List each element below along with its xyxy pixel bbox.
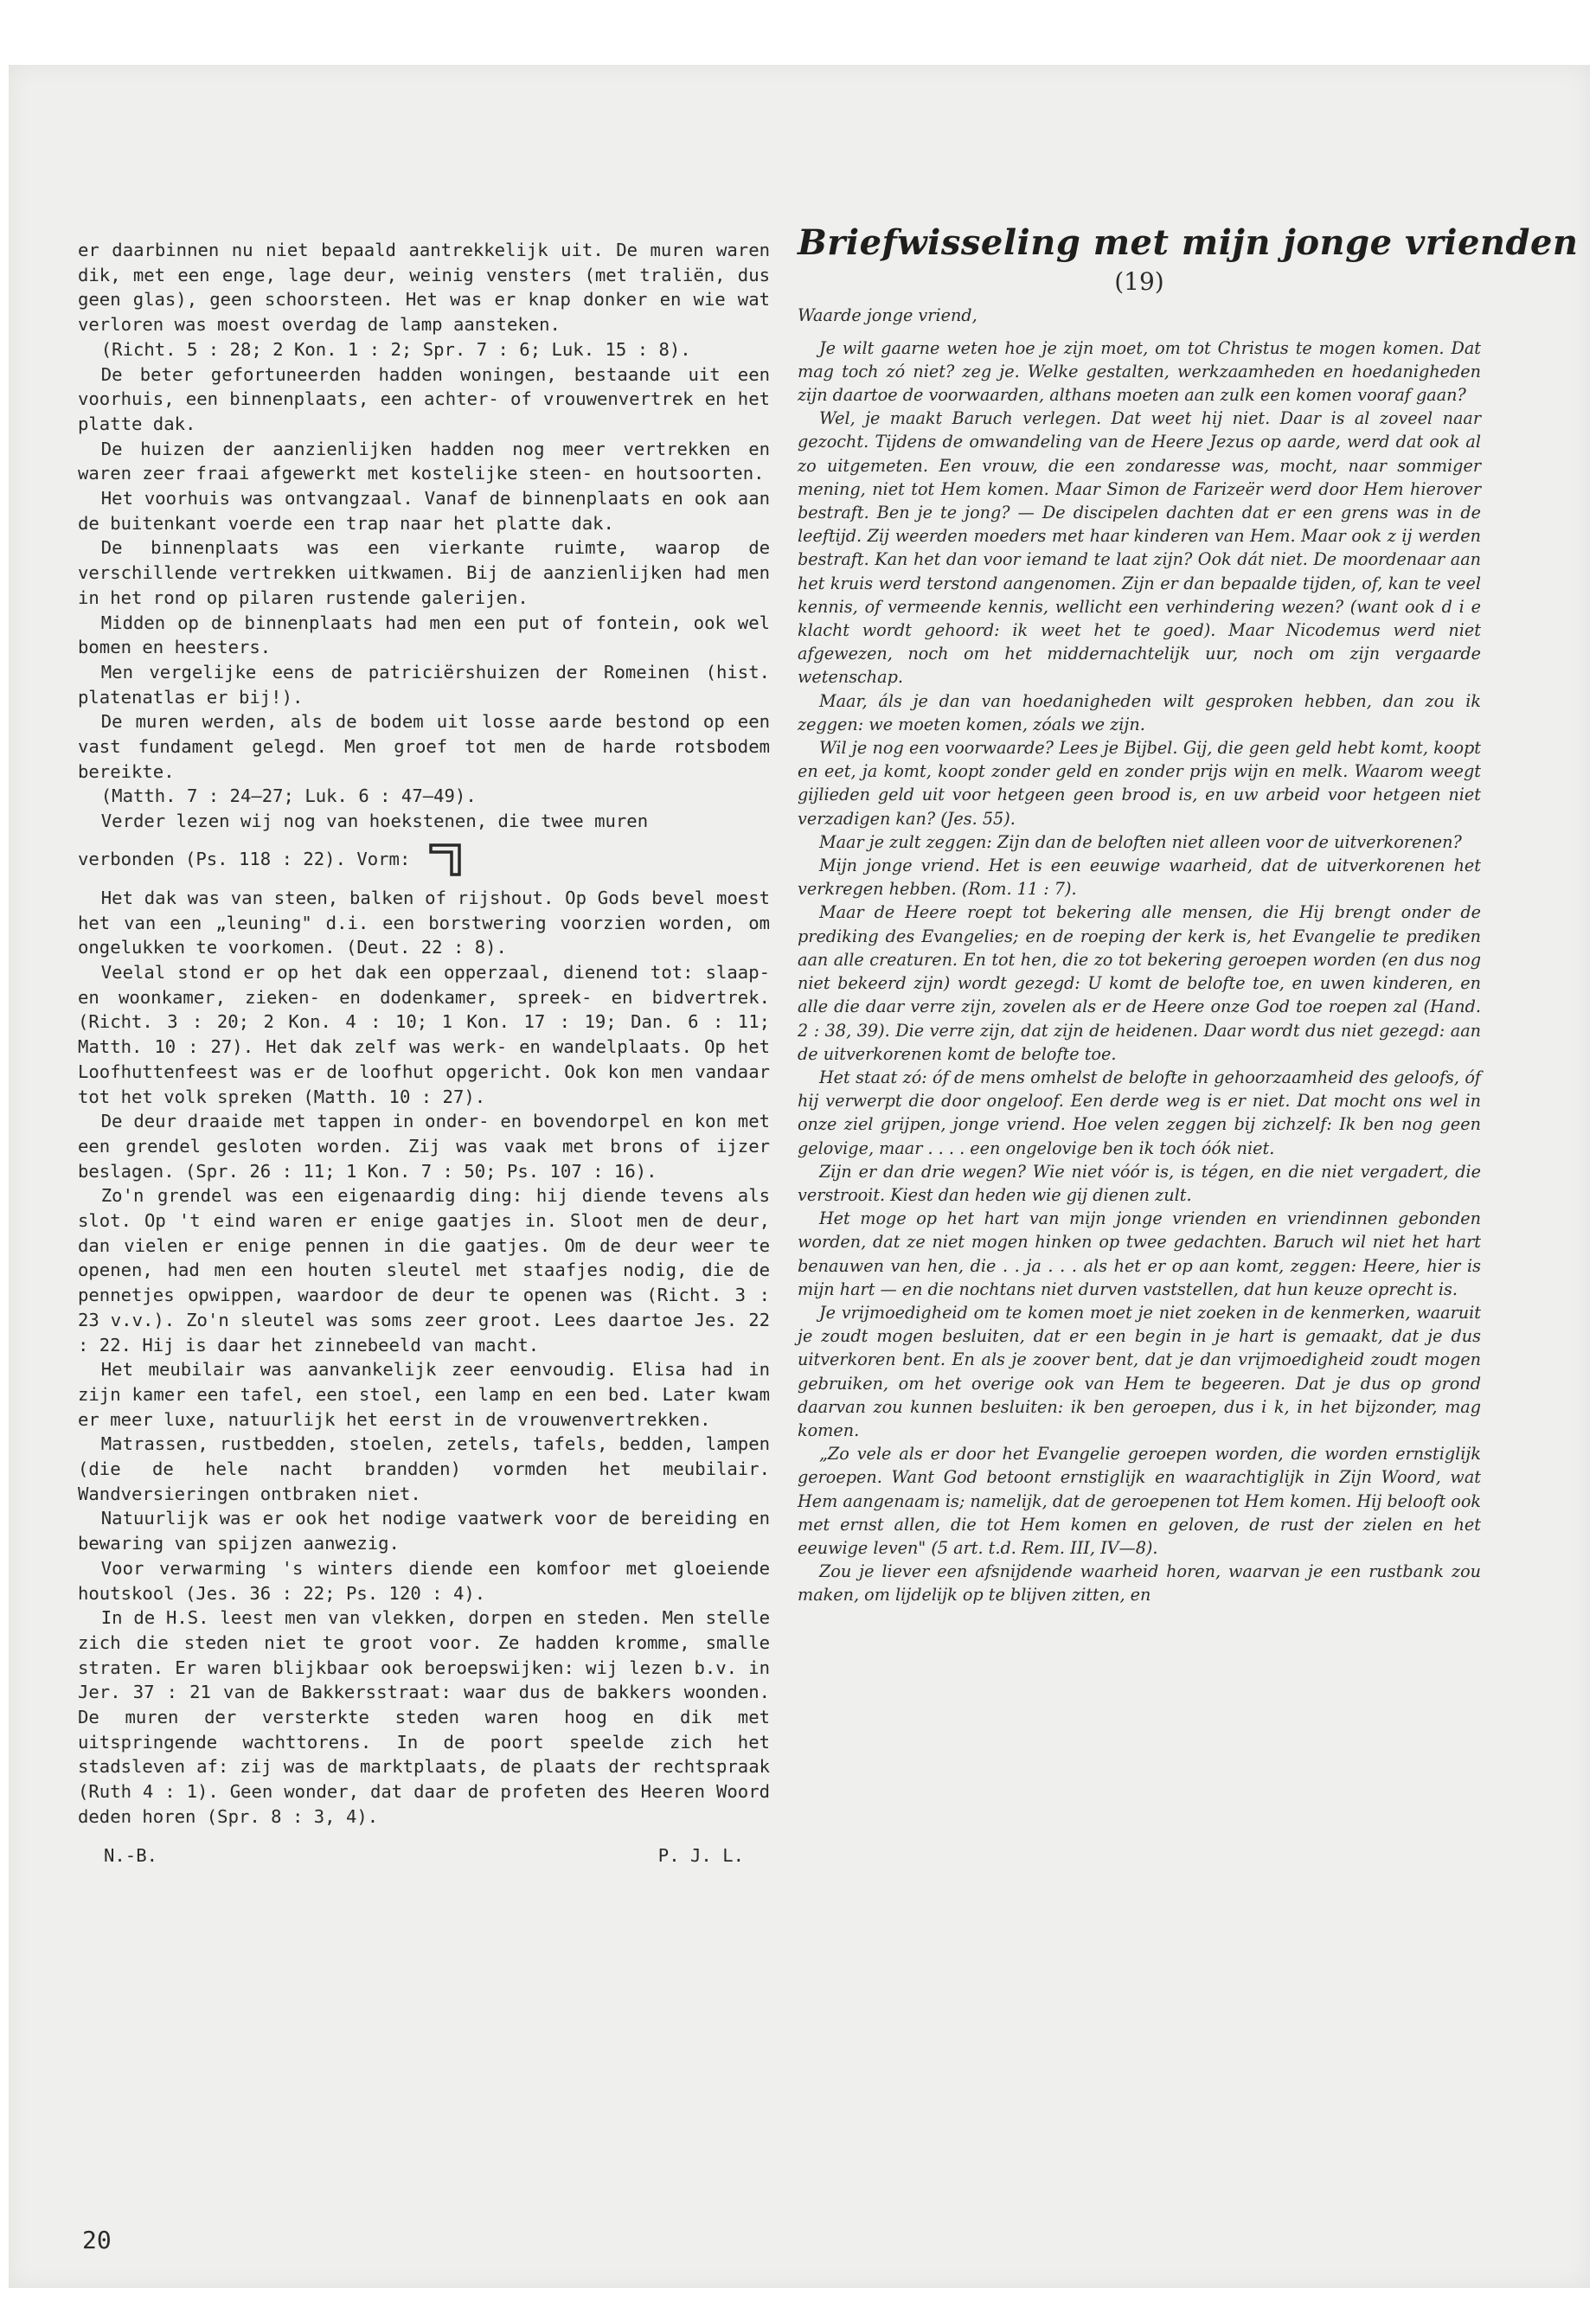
- right-paragraph: Het staat zó: óf de mens omhelst de belofte in gehoorzaamheid des geloofs, óf hij verwerpt die door ongeloof. Een derde weg is er niet. Dat mocht ons wel in onze ziel grijpen, jonge vriend. Hoe velen zeggen bij zichzelf: Ik ben nog geen gelovige, maar . . . . een ongelovige ben ik toch óók niet.: [798, 1067, 1481, 1158]
- vorm-text: verbonden (Ps. 118 : 22). Vorm:: [78, 848, 411, 869]
- left-paragraph: De deur draaide met tappen in onder- en bovendorpel en kon met een grendel gesloten worden. Zij was vaak met brons of ijzer beslagen. (Spr. 26 : 11; 1 Kon. 7 : 50; Ps. 107 : 16).: [78, 1111, 770, 1182]
- left-paragraph: De beter gefortuneerden hadden woningen, bestaande uit een voorhuis, een binnenplaats, een achter- of vrouwenvertrek en het platte dak.: [78, 363, 770, 434]
- vorm-line: [78, 843, 770, 877]
- right-paragraph: Zou je liever een afsnijdende waarheid horen, waarvan je een rustbank zou maken, om lijdelijk op te blijven zitten, en: [798, 1561, 1481, 1606]
- cornerstone-shape-icon: [428, 843, 463, 877]
- left-paragraph: Het meubilair was aanvankelijk zeer eenvoudig. Elisa had in zijn kamer een tafel, een stoel, een lamp en een bed. Later kwam er meer luxe, natuurlijk het eerst in de vrouwenvertrekken.: [78, 1359, 770, 1430]
- magazine-page: [9, 65, 1590, 2288]
- salutation: Waarde jonge vriend,: [798, 305, 977, 326]
- page-number: 20: [82, 2226, 112, 2254]
- left-paragraph: Het voorhuis was ontvangzaal. Vanaf de binnenplaats en ook aan de buitenkant voerde een trap naar het platte dak.: [78, 488, 770, 534]
- left-column: [78, 238, 770, 1868]
- article-heading: Briefwisseling met mijn jonge vrienden: [798, 222, 1579, 263]
- right-paragraph: Mijn jonge vriend. Het is een eeuwige waarheid, dat de uitverkorenen het verkregen hebben. (Rom. 11 : 7).: [798, 856, 1481, 900]
- left-paragraph: Veelal stond er op het dak een opperzaal, dienend tot: slaap- en woonkamer, zieken- en dodenkamer, spreek- en bidvertrek. (Richt. 3 : 20; 2 Kon. 4 : 10; 1 Kon. 17 : 19; Dan. 6 : 11; Matth. 10 : 27). Het dak zelf was werk- en wandelplaats. Op het Loofhuttenfeest was er de loofhut opgericht. Ook kon men vandaar tot het volk spreken (Matth. 10 : 27).: [78, 961, 770, 1107]
- left-paragraph: (Matth. 7 : 24—27; Luk. 6 : 47—49).: [100, 785, 477, 807]
- article-number: (19): [1114, 267, 1164, 297]
- left-paragraph: (Richt. 5 : 28; 2 Kon. 1 : 2; Spr. 7 : 6; Luk. 15 : 8).: [100, 338, 691, 360]
- left-paragraph: Natuurlijk was er ook het nodige vaatwerk voor de bereiding en bewaring van spijzen aanwezig.: [78, 1508, 770, 1554]
- left-paragraphs-after: [78, 886, 770, 1830]
- left-paragraph: Midden op de binnenplaats had men een put of fontein, ook wel bomen en heesters.: [78, 612, 770, 658]
- right-paragraphs: [798, 336, 1481, 1607]
- left-paragraph: De huizen der aanzienlijken hadden nog meer vertrekken en waren zeer fraai afgewerkt met kostelijke steen- en houtsoorten.: [78, 438, 770, 484]
- left-paragraph: Verder lezen wij nog van hoekstenen, die twee muren: [100, 811, 649, 832]
- right-column: [798, 222, 1579, 1607]
- left-paragraph: Men vergelijke eens de patriciërshuizen der Romeinen (hist. platenatlas er bij!).: [78, 661, 770, 708]
- right-paragraph: Maar je zult zeggen: Zijn dan de beloften niet alleen voor de uitverkorenen?: [818, 831, 1462, 852]
- left-paragraph: er daarbinnen nu niet bepaald aantrekkelijk uit. De muren waren dik, met een enge, lage deur, weinig vensters (met traliën, dus geen glas), geen schoorsteen. Het was er knap donker en wie wat verloren was moest overdag de lamp aansteken.: [78, 240, 770, 336]
- left-paragraph: De binnenplaats was een vierkante ruimte, waarop de verschillende vertrekken uitkwamen. Bij de aanzienlijken had men in het rond op pilaren rustende galerijen.: [78, 537, 770, 608]
- left-paragraphs: [78, 238, 770, 834]
- right-paragraph: Wel, je maakt Baruch verlegen. Dat weet hij niet. Daar is al zoveel naar gezocht. Tijdens de omwandeling van de Heere Jezus op aarde, werd dat ook al zo uitgemeten. Een vrouw, die een zondaresse was, mocht, naar sommiger mening, niet tot Hem komen. Maar Simon de Farizeër werd door Hem hierover bestraft. Ben je te jong? — De discipelen dachten dat er een grens was in de leeftijd. Zij weerden moeders met haar kinderen van Hem. Maar ook z ij werden bestraft. Kan het dan voor iemand te laat zijn? Ook dát niet. De moordenaar aan het kruis werd terstond aangenomen. Zijn er dan bepaalde tijden, of, kan te veel kennis, of vermeende kennis, wellicht een verhindering wezen? (want ook d i e klacht wordt gehoord: ik weet het te goed). Maar Nicodemus werd niet afgewezen, noch om het middernachtelijk uur, noch om zijn vergaarde wetenschap.: [798, 408, 1481, 688]
- left-paragraph: De muren werden, als de bodem uit losse aarde bestond op een vast fundament gelegd. Men groef tot men de harde rotsbodem bereikte.: [78, 711, 770, 782]
- right-paragraph: „Zo vele als er door het Evangelie geroepen worden, die worden ernstiglijk geroepen. Want God betoont ernstiglijk en waarachtiglijk in Zijn Woord, wat Hem aangenaam is; namelijk, dat de geroepenen tot Hem komen. Hij belooft ook met ernst allen, die tot Hem komen en geloven, de rust der zielen en het eeuwige leven" (5 art. t.d. Rem. III, IV—8).: [798, 1444, 1481, 1558]
- left-paragraph: Voor verwarming 's winters diende een komfoor met gloeiende houtskool (Jes. 36 : 22; Ps. 120 : 4).: [78, 1557, 770, 1604]
- right-paragraph: Je vrijmoedigheid om te komen moet je niet zoeken in de kenmerken, waaruit je zoudt mogen besluiten, dat er een begin in je hart is gemaakt, dat je dus uitverkoren bent. En als je zoover bent, dat je dan vrijmoedigheid zoudt mogen gebruiken, om het overige ook van Hem te begeeren. Dat je dus op grond daarvan zou kunnen besluiten: ik ben geroepen, dus i k, in het bijzonder, mag komen.: [798, 1302, 1481, 1440]
- right-paragraph: Wil je nog een voorwaarde? Lees je Bijbel. Gij, die geen geld hebt komt, koopt en eet, ja komt, koopt zonder geld en zonder prijs wijn en melk. Waarom weegt gijlieden geld uit voor hetgeen geen brood is, en uw arbeid voor hetgeen niet verzadigen kan? (Jes. 55).: [798, 738, 1481, 829]
- right-paragraph: Zijn er dan drie wegen? Wie niet vóór is, is tégen, en die niet vergadert, die verstrooit. Kiest dan heden wie gij dienen zult.: [798, 1161, 1481, 1205]
- left-paragraph: Zo'n grendel was een eigenaardig ding: hij diende tevens als slot. Op 't eind waren er enige gaatjes in. Sloot men de deur, dan vielen er enige pennen in die gaatjes. Om de deur weer te openen, had men een houten sleutel met staafjes nodig, die de pennetjes opwippen, waardoor de deur te openen was (Richt. 3 : 23 v.v.). Zo'n sleutel was soms zeer groot. Lees daartoe Jes. 22 : 22. Hij is daar het zinnebeeld van macht.: [78, 1185, 770, 1356]
- right-paragraph: Het moge op het hart van mijn jonge vrienden en vriendinnen gebonden worden, dat ze niet mogen hinken op twee gedachten. Baruch wil niet het hart benauwen van hen, die . . ja . . . als het er op aan komt, zeggen: Heere, hier is mijn hart — en die nochtans niet durven vaststellen, dat hun keuze oprecht is.: [798, 1208, 1481, 1299]
- right-paragraph: Je wilt gaarne weten hoe je zijn moet, om tot Christus te mogen komen. Dat mag toch zó niet? zeg je. Welke gestalten, werkzaamheden en hoedanigheden zijn daartoe de voorwaarden, althans moeten aan zulk een komen vooraf gaan?: [798, 337, 1481, 406]
- signature-right: P. J. L.: [657, 1844, 744, 1866]
- signature-left: N.-B.: [104, 1844, 157, 1866]
- right-paragraph: Maar, áls je dan van hoedanigheden wilt gesproken hebben, dan zou ik zeggen: we moeten komen, zóals we zijn.: [798, 690, 1481, 734]
- left-paragraph: In de H.S. leest men van vlekken, dorpen en steden. Men stelle zich die steden niet te groot voor. Ze hadden kromme, smalle straten. Er waren blijkbaar ook beroepswijken: wij lezen b.v. in Jer. 37 : 21 van de Bakkersstraat: waar dus de bakkers woonden. De muren der versterkte steden waren hoog en dik met uitspringende wachttorens. In de poort speelde zich het stadsleven af: zij was de marktplaats, de plaats der rechtspraak (Ruth 4 : 1). Geen wonder, dat daar de profeten des Heeren Woord deden horen (Spr. 8 : 3, 4).: [78, 1607, 770, 1827]
- left-paragraph: Matrassen, rustbedden, stoelen, zetels, tafels, bedden, lampen (die de hele nacht brandden) vormden het meubilair. Wandversieringen ontbraken niet.: [78, 1433, 770, 1504]
- left-paragraph: Het dak was van steen, balken of rijshout. Op Gods bevel moest het van een „leuning" d.i. een borstwering voorzien worden, om ongelukken te voorkomen. (Deut. 22 : 8).: [78, 887, 770, 958]
- signature-row: [78, 1843, 770, 1868]
- right-paragraph: Maar de Heere roept tot bekering alle mensen, die Hij brengt onder de prediking des Evangelies; en de roeping der kerk is, het Evangelie te prediken aan alle creaturen. En tot hen, die zo tot bekering geroepen worden (en dus nog niet bekeerd zijn) wordt gezegd: U komt de belofte toe, en uwen kinderen, en alle die daar verre zijn, zovelen als er de Heere onze God toe roepen zal (Hand. 2 : 38, 39). Die verre zijn, dat zijn de heidenen. Daar wordt dus niet gezegd: aan de uitverkorenen komt de belofte toe.: [798, 902, 1481, 1064]
